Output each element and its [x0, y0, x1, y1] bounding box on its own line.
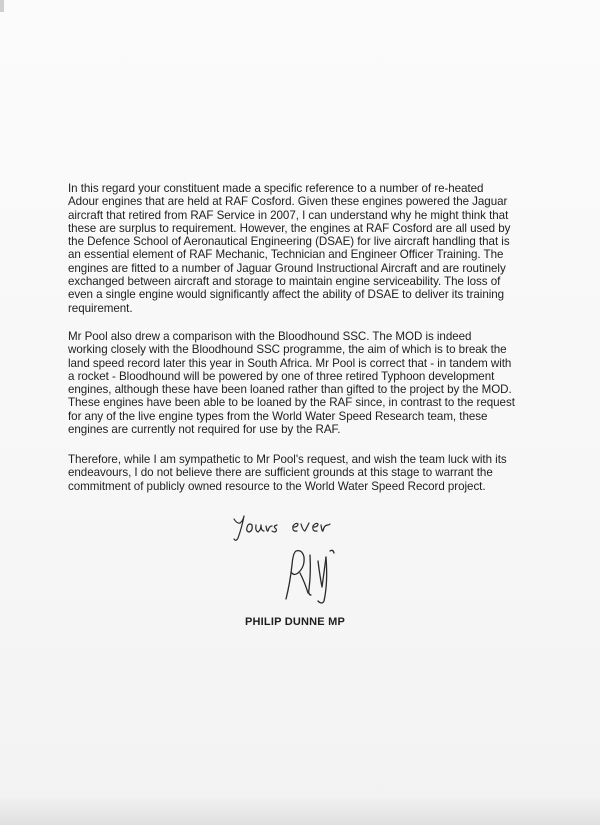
- text-line: These engines have been able to be loaned by the RAF since, in contrast to the request: [68, 396, 515, 410]
- text-line: endeavours, I do not believe there are sufficient grounds at this stage to warrant the: [68, 466, 493, 480]
- text-line: Mr Pool also drew a comparison with the Bloodhound SSC. The MOD is indeed: [68, 330, 472, 343]
- text-line: these are surplus to requirement. However, the engines at RAF Cosford are all used by: [68, 221, 511, 235]
- paragraph-conclusion: [68, 453, 507, 493]
- text-line: for any of the live engine types from the World Water Speed Research team, these: [68, 409, 488, 423]
- text-line: commitment of publicly owned resource to the World Water Speed Record project.: [68, 479, 486, 493]
- text-line: In this regard your constituent made a specific reference to a number of re-heated: [68, 182, 484, 195]
- signatory-name: PHILIP DUNNE MP: [245, 616, 345, 628]
- text-line: an essential element of RAF Mechanic, Technician and Engineer Officer Training. The: [68, 248, 504, 262]
- text-line: even a single engine would significantly affect the ability of DSAE to deliver its training: [68, 288, 505, 302]
- text-line: requirement.: [68, 301, 133, 315]
- text-line: a rocket - Bloodhound will be powered by one of three retired Typhoon development: [68, 369, 495, 383]
- text-line: Adour engines that are held at RAF Cosford. Given these engines powered the Jaguar: [68, 195, 508, 209]
- text-line: the Defence School of Aeronautical Engineering (DSAE) for live aircraft handling that is: [68, 235, 510, 249]
- text-line: engines are currently not required for use by the RAF.: [68, 423, 341, 437]
- handwritten-signature: [278, 543, 348, 605]
- text-line: working closely with the Bloodhound SSC programme, the aim of which is to break the: [68, 343, 507, 357]
- paragraph-cosford-engines: [68, 182, 510, 315]
- text-line: Therefore, while I am sympathetic to Mr Pool's request, and wish the team luck with its: [68, 453, 507, 466]
- paragraph-bloodhound: [68, 330, 515, 436]
- text-line: land speed record later this year in South Africa. Mr Pool is correct that - in tandem with: [68, 356, 512, 370]
- text-line: engines, although these have been loaned rather than gifted to the project by the MOD.: [68, 383, 512, 397]
- scan-edge-mark: [0, 0, 4, 12]
- page-bottom-shadow: [0, 795, 600, 825]
- handwritten-closing: [228, 505, 348, 545]
- text-line: exchanged between aircraft and storage to maintain engine serviceability. The loss of: [68, 275, 501, 289]
- text-line: engines are fitted to a number of Jaguar Ground Instructional Aircraft and are routinely: [68, 261, 506, 275]
- text-line: aircraft that retired from RAF Service in 2007, I can understand why he might think that: [68, 208, 509, 222]
